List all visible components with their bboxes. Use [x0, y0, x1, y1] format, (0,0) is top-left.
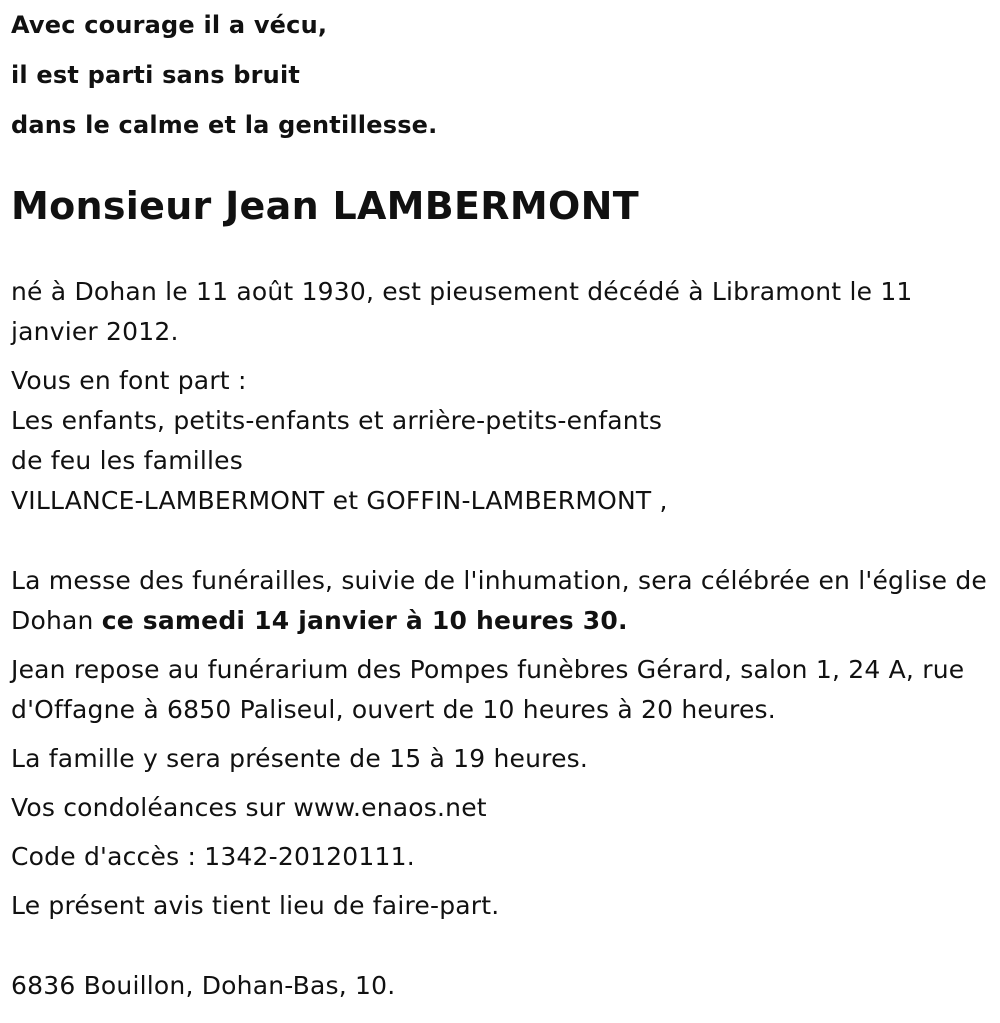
- access-code-text: Code d'accès : 1342-20120111.: [11, 842, 415, 871]
- epitaph-line-3: dans le calme et la gentillesse.: [11, 111, 438, 139]
- epitaph-line-1: Avec courage il a vécu,: [11, 11, 328, 39]
- condolences-text: Vos condoléances sur www.enaos.net: [11, 793, 487, 822]
- announcement-intro: Vous en font part :: [11, 366, 247, 395]
- epitaph: [11, 0, 991, 150]
- epitaph-line-2: il est parti sans bruit: [11, 61, 301, 89]
- birth-death-text: né à Dohan le 11 août 1930, est pieusement décédé à Libramont le 11 janvier 2012.: [11, 277, 913, 346]
- ceremony-details: La messe des funérailles, suivie de l'inhumation, sera célébrée en l'église de Dohan: [11, 566, 988, 635]
- notice-text: Le présent avis tient lieu de faire-part.: [11, 891, 500, 920]
- announcement-body: [11, 272, 991, 1006]
- deceased-name: Monsieur Jean LAMBERMONT: [11, 184, 639, 228]
- family-line-1: Les enfants, petits-enfants et arrière-petits-enfants: [11, 406, 663, 435]
- funeral-home-text: Jean repose au funérarium des Pompes funèbres Gérard, salon 1, 24 A, rue d'Offagne à 6850 Paliseul, ouvert de 10 heures à 20 heures.: [11, 655, 965, 724]
- ceremony-date: ce samedi 14 janvier à 10 heures 30.: [101, 606, 628, 635]
- family-line-3: VILLANCE-LAMBERMONT et GOFFIN-LAMBERMONT ,: [11, 486, 668, 515]
- obituary-notice: [11, 0, 991, 1000]
- family-line-2: de feu les familles: [11, 446, 243, 475]
- spacer: [11, 926, 991, 966]
- family-presence-text: La famille y sera présente de 15 à 19 heures.: [11, 744, 589, 773]
- ceremony-text: [11, 561, 991, 641]
- spacer: [11, 521, 991, 561]
- address-text: 6836 Bouillon, Dohan-Bas, 10.: [11, 971, 396, 1000]
